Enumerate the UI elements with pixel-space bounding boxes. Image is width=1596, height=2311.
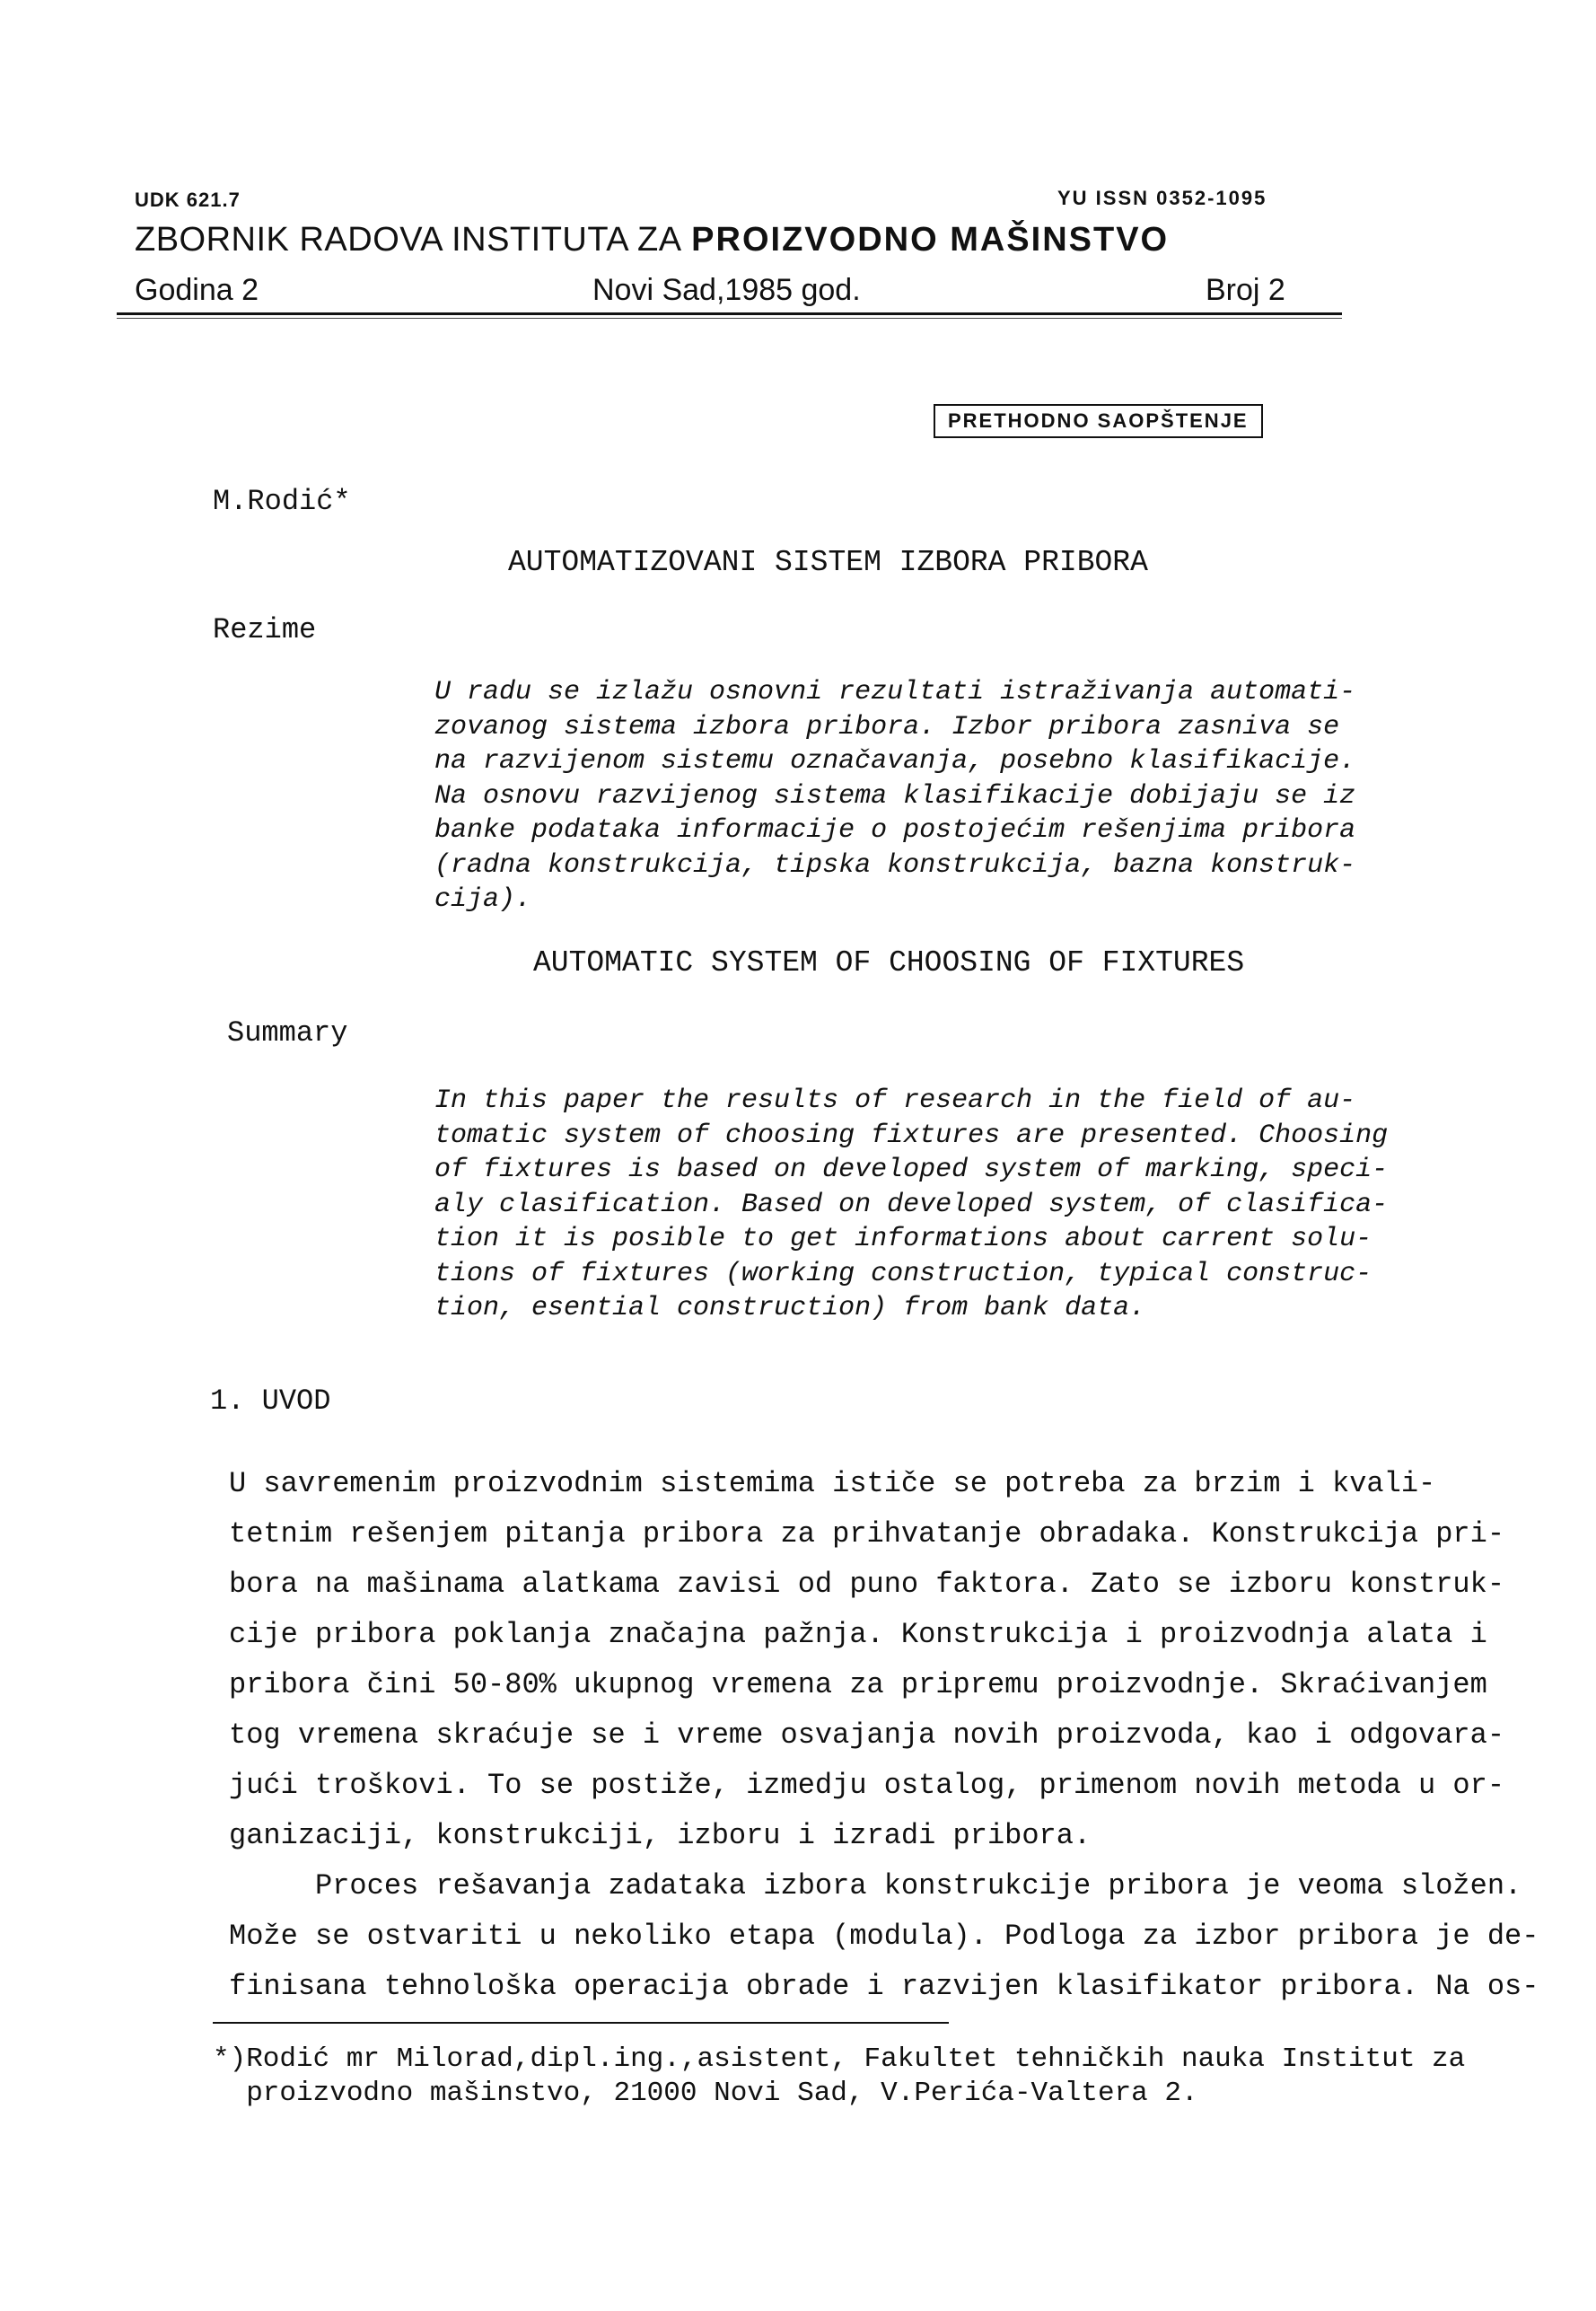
author-name: M.Rodić*: [213, 485, 351, 518]
paper-title-sr: AUTOMATIZOVANI SISTEM IZBORA PRIBORA: [508, 546, 1148, 579]
summary-label: Summary: [227, 1016, 348, 1050]
issn-number: YU ISSN 0352-1095: [1057, 187, 1267, 209]
journal-title: [135, 221, 1169, 259]
section-heading: 1. UVOD: [210, 1384, 331, 1418]
header-rule: [117, 312, 1342, 315]
abstract-sr: U radu se izlažu osnovni rezultati istraživanja automati- zovanog sistema izbora pribora. Izbor pribora zasniva se na razvijenom sistemu označavanja, posebno klasifikacije. Na osnovu razvijenog sistema klasifikacije dobijaju se iz banke podataka informacije o postojećim rešenjima pribora (radna konstrukcija, tipska konstrukcija, bazna konstruk- cija).: [434, 677, 1356, 915]
udk-code: UDK 621.7: [135, 189, 241, 211]
header-rule-thin: [117, 318, 1342, 319]
journal-title-emphasis: PROIZVODNO MAŠINSTVO: [691, 221, 1170, 259]
footnote-rule: [213, 2022, 949, 2024]
year-label: Godina 2: [135, 273, 259, 307]
section-body: U savremenim proizvodnim sistemima ističe se potreba za brzim i kvali- tetnim rešenjem pitanja pribora za prihvatanje obradaka. Konstrukcija pri- bora na mašinama alatkama zavisi od puno faktora. Zato se izboru konstruk- cije pribora poklanja značajna pažnja. Konstrukcija i proizvodnja alata i pribora čini 50-80% ukupnog vremena za pripremu proizvodnje. Skraćivanjem tog vremena skraćuje se i vreme osvajanja novih proizvoda, kao i odgovara- jući troškovi. To se postiže, izmedju ostalog, primenom novih metoda u or- ganizaciji, konstrukciji, izboru i izradi pribora. Proces rešavanja zadataka izbora konstrukcije pribora je veoma složen. Može se ostvariti u nekoliko etapa (modula). Podloga za izbor pribora je de- finisana tehnološka operacija obrade i razvijen klasifikator pribora. Na os-: [229, 1467, 1539, 2003]
footnote: *)Rodić mr Milorad,dipl.ing.,asistent, Fakultet tehničkih nauka Institut za proizvodno mašinstvo, 21000 Novi Sad, V.Perića-Valtera 2.: [213, 2043, 1466, 2109]
rezime-label: Rezime: [213, 613, 317, 646]
paper-title-en: AUTOMATIC SYSTEM OF CHOOSING OF FIXTURES: [533, 946, 1245, 980]
place-date: Novi Sad,1985 god.: [592, 273, 861, 307]
issue-line: [135, 273, 1329, 312]
abstract-en: In this paper the results of research in the field of au- tomatic system of choosing fixtures are presented. Choosing of fixtures is based on developed system of marking, speci- aly clasification. Based on developed system, of clasifica- tion it is posible to get informations about carrent solu- tions of fixtures (working construction, typical construc- tion, esential construction) from bank data.: [434, 1085, 1389, 1323]
journal-title-prefix: ZBORNIK RADOVA INSTITUTA ZA: [135, 221, 682, 259]
issue-number: Broj 2: [1206, 273, 1285, 307]
category-badge: PRETHODNO SAOPŠTENJE: [934, 404, 1263, 438]
